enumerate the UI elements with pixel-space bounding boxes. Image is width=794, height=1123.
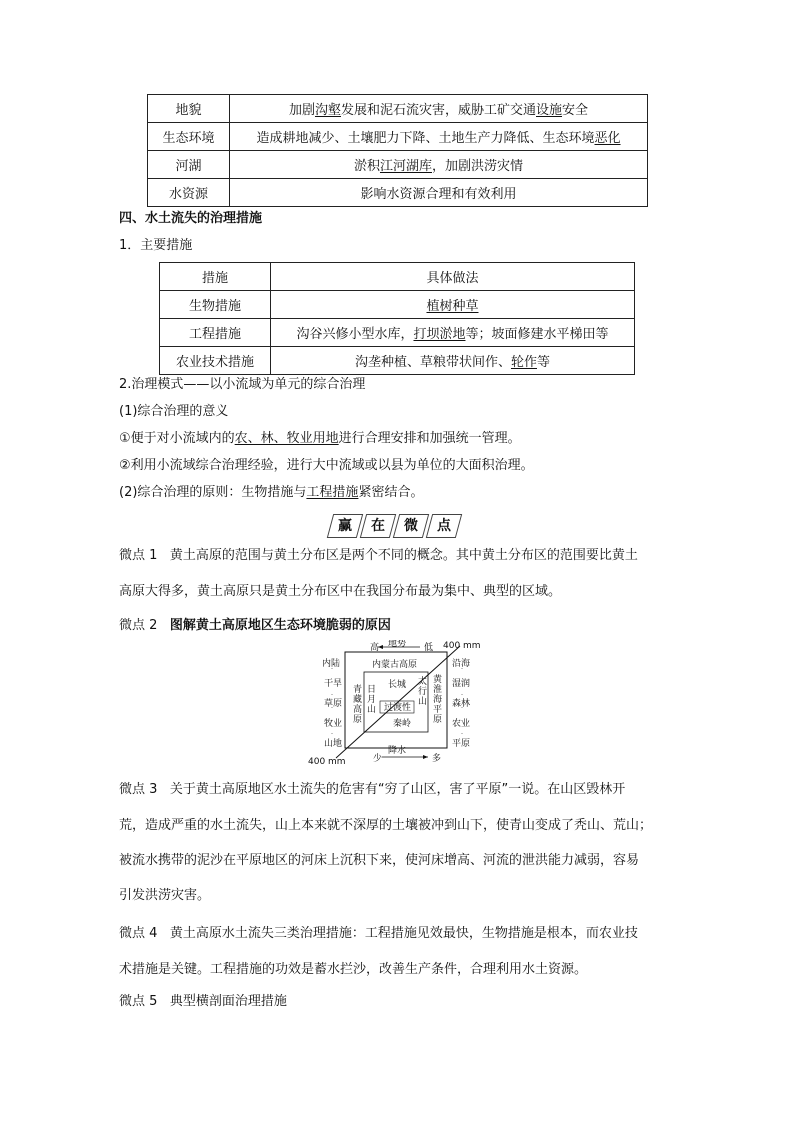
mm-bottom: 400 mm (308, 757, 346, 766)
left-col-2: 干旱 (324, 679, 343, 689)
taihang-1: 太 (418, 677, 428, 687)
mode-p4-post: 紧密结合。 (358, 485, 424, 500)
right-col-2: 湿润 (452, 679, 471, 689)
impact-row (148, 123, 648, 151)
impact-row (148, 179, 648, 207)
mode-p4-pre: (2)综合治理的原则：生物措施与 (119, 485, 307, 500)
weidian-4-line-2: 术措施是关键。工程措施的功效是蓄水拦沙，改善生产条件，合理利用水土资源。 (119, 962, 588, 977)
main-measures-heading: 1．主要措施 (119, 238, 193, 253)
weidian-3-line-1 (119, 782, 625, 798)
qingzang-1: 青 (353, 685, 363, 695)
huanghuai-1: 黄 (433, 675, 443, 685)
weidian-4-line-1 (119, 926, 638, 942)
impact-table-body (148, 95, 648, 207)
right-col-3: 森林 (452, 699, 471, 709)
banner-char-2 (360, 514, 396, 538)
mm-top: 400 mm (443, 641, 481, 651)
banner-char-3-text: 微 (404, 518, 418, 534)
riyue-1: 日 (367, 685, 377, 695)
measure-content-mid: 等；坡面修建水平梯田等 (465, 327, 609, 342)
measure-content-cell (271, 347, 635, 375)
weidian-5-title: 典型横剖面治理措施 (169, 994, 287, 1009)
measure-row (160, 319, 635, 347)
banner-char-1-text: 赢 (338, 518, 352, 534)
impact-label-cell: 生态环境 (148, 123, 230, 151)
impact-content-cell (230, 179, 648, 207)
weidian-2-line (119, 618, 391, 634)
left-col-5: 山地 (324, 739, 343, 749)
top-high: 高 (370, 643, 380, 653)
banner-char-4 (426, 514, 462, 538)
measure-content-u1: 轮作 (510, 355, 537, 370)
measures-table (159, 262, 635, 375)
impact-row (148, 95, 648, 123)
bottom-less: 少 (373, 754, 383, 764)
measure-content-mid: 等 (537, 355, 551, 370)
huanghuai-4: 平 (433, 705, 443, 715)
impact-content-cell (230, 151, 648, 179)
measure-content-pre: 沟谷兴修小型水库， (296, 327, 414, 342)
measure-row (160, 291, 635, 319)
weidian-2-label: 微点 2 (119, 618, 158, 633)
impact-content-pre: 加剧 (288, 103, 315, 118)
measure-content-cell (271, 319, 635, 347)
taihang-2: 行 (418, 687, 428, 697)
banner-char-3 (393, 514, 429, 538)
right-col-5: 平原 (452, 739, 471, 749)
measures-table-header (160, 263, 635, 291)
left-col-3: 草原 (324, 699, 343, 709)
inner-qinling: 秦岭 (393, 719, 412, 729)
measure-content-u1: 打坝淤地 (413, 327, 466, 342)
measure-row (160, 347, 635, 375)
impact-content-pre: 淤积 (353, 159, 380, 174)
impact-content-u1: 江河湖库 (379, 159, 432, 174)
measure-content-u1: 植树种草 (426, 299, 479, 314)
weidian-3-label: 微点 3 (119, 782, 158, 797)
weidian-5-line (119, 994, 287, 1010)
ecology-diagram (300, 640, 500, 766)
top-trend: 地势 (388, 640, 407, 649)
qingzang-4: 原 (353, 715, 363, 725)
impact-content-post: 安全 (562, 103, 589, 118)
weidian-1-text-1: 黄土高原的范围与黄土分布区是两个不同的概念。其中黄土分布区的范围要比黄土 (169, 548, 638, 563)
mode-p2-underlined: 农、林、牧业用地 (234, 431, 339, 446)
right-col-4: 农业 (452, 719, 471, 729)
header-method: 具体做法 (271, 263, 635, 291)
mode-p4 (119, 485, 423, 501)
riyue-3: 山 (367, 705, 377, 715)
inner-center: 过渡性 (384, 703, 412, 713)
measure-content-pre: 沟垄种植、草粮带状间作、 (354, 355, 511, 370)
mode-p2-pre: ①便于对小流域内的 (119, 431, 235, 446)
impact-content-pre: 造成耕地减少、土壤肥力下降、土地生产力降低、生态环境 (256, 131, 595, 146)
impact-label-cell: 水资源 (148, 179, 230, 207)
weidian-3-text-1: 关于黄土高原地区水土流失的危害有“穷了山区，害了平原”一说。在山区毁林开 (169, 782, 626, 797)
header-measure: 措施 (160, 263, 271, 291)
inner-great-wall: 长城 (388, 680, 407, 690)
huanghuai-3: 海 (433, 695, 443, 705)
huanghuai-5: 原 (433, 715, 443, 725)
inner-top: 内蒙古高原 (372, 660, 418, 670)
measure-label-cell: 生物措施 (160, 291, 271, 319)
measure-label-cell: 农业技术措施 (160, 347, 271, 375)
qingzang-3: 高 (353, 705, 363, 715)
banner-char-2-text: 在 (371, 518, 385, 534)
weidian-3-line-4: 引发洪涝灾害。 (119, 888, 211, 903)
weidian-1-label: 微点 1 (119, 548, 158, 563)
weidian-4-text-1: 黄土高原水土流失三类治理措施：工程措施见效最快，生物措施是根本，而农业技 (169, 926, 638, 941)
taihang-3: 山 (418, 697, 428, 707)
weidian-5-label: 微点 5 (119, 994, 158, 1009)
bottom-rain: 降水 (388, 746, 407, 756)
impact-content-cell (230, 95, 648, 123)
riyue-2: 月 (367, 695, 377, 705)
weidian-1-line-1 (119, 548, 638, 564)
mode-p3: ②利用小流域综合治理经验，进行大中流域或以县为单位的大面积治理。 (119, 458, 534, 473)
weidian-1-line-2: 高原大得多，黄土高原只是黄土分布区中在我国分布最为集中、典型的区域。 (119, 584, 562, 599)
weidian-2-title: 图解黄土高原地区生态环境脆弱的原因 (169, 618, 391, 633)
left-col-1: 内陆 (322, 659, 341, 669)
impact-content-mid: ，加剧洪涝灾情 (432, 159, 524, 174)
measure-content-cell (271, 291, 635, 319)
qingzang-2: 藏 (353, 695, 363, 705)
banner-char-1 (327, 514, 363, 538)
top-low: 低 (424, 643, 434, 653)
mode-p1: (1)综合治理的意义 (119, 404, 229, 419)
weidian-4-label: 微点 4 (119, 926, 158, 941)
section-banner (330, 514, 459, 536)
impact-content-u1: 恶化 (594, 131, 621, 146)
impact-content-u2: 设施 (536, 103, 563, 118)
mode-title: 2.治理模式——以小流域为单元的综合治理 (119, 377, 366, 392)
impact-label-cell: 地貌 (148, 95, 230, 123)
section-4-title: 四、水土流失的治理措施 (119, 211, 263, 226)
impact-label-cell: 河湖 (148, 151, 230, 179)
impact-table (147, 94, 648, 207)
impact-row (148, 151, 648, 179)
weidian-3-line-3: 被流水携带的泥沙在平原地区的河床上沉积下来，使河床增高、河流的泄洪能力减弱，容易 (119, 853, 640, 868)
banner-char-4-text: 点 (437, 518, 451, 534)
left-col-4: 牧业 (324, 719, 343, 729)
measure-label-cell: 工程措施 (160, 319, 271, 347)
right-col-1: 沿海 (452, 659, 471, 669)
impact-content-cell (230, 123, 648, 151)
mode-p2-post: 进行合理安排和加强统一管理。 (338, 431, 521, 446)
mode-p4-underlined: 工程措施 (306, 485, 359, 500)
measures-table-body (160, 291, 635, 375)
impact-content-mid: 发展和泥石流灾害，威胁工矿交通 (340, 103, 536, 118)
impact-content-pre: 影响水资源合理和有效利用 (360, 187, 517, 202)
bottom-more: 多 (432, 754, 442, 764)
impact-content-u1: 沟壑 (314, 103, 341, 118)
mode-p2 (119, 431, 521, 447)
weidian-3-line-2: 荒，造成严重的水土流失，山上本来就不深厚的土壤被冲到山下，使青山变成了秃山、荒山； (119, 818, 653, 833)
huanghuai-2: 淮 (433, 685, 443, 695)
bottom-arrowhead (423, 755, 428, 759)
